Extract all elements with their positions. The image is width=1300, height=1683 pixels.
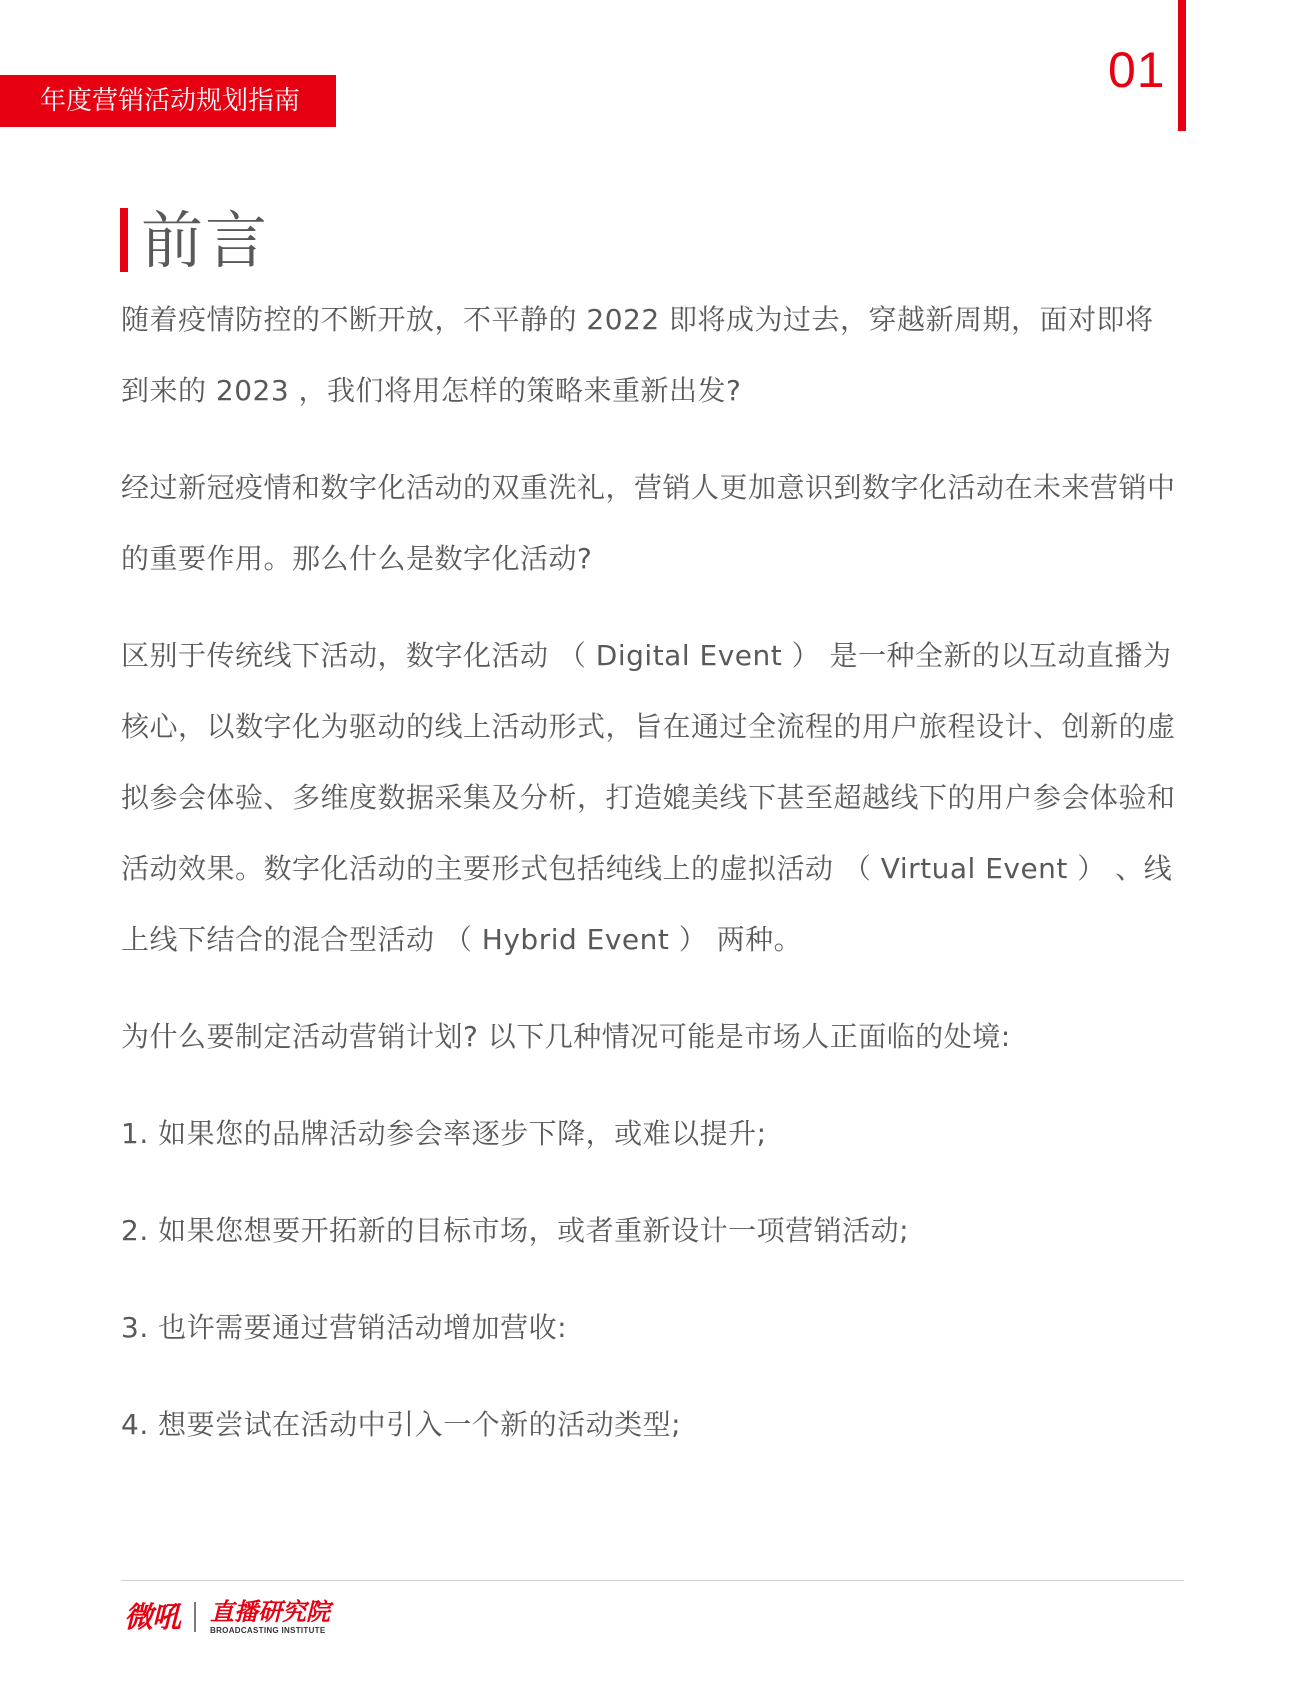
- list-item-3: 3. 也许需要通过营销活动增加营收:: [121, 1311, 568, 1344]
- paragraph-why-plan: 为什么要制定活动营销计划? 以下几种情况可能是市场人正面临的处境:: [121, 1020, 1011, 1053]
- logo-institute: [210, 1597, 331, 1635]
- footer-divider: [121, 1580, 1184, 1581]
- logo-weidu: 微吼: [124, 1600, 181, 1634]
- header-band: [0, 75, 336, 127]
- list-item-2: 2. 如果您想要开拓新的目标市场，或者重新设计一项营销活动;: [121, 1214, 910, 1247]
- footer-logo: [124, 1597, 330, 1637]
- page-number: 01: [1108, 42, 1166, 98]
- section-title: 前言: [141, 204, 270, 277]
- page-number-accent-bar: [1178, 0, 1186, 131]
- list-item-1: 1. 如果您的品牌活动参会率逐步下降，或难以提升;: [121, 1117, 767, 1150]
- section-title-accent-bar: [120, 208, 128, 272]
- paragraph-intro: 随着疫情防控的不断开放，不平静的 2022 即将成为过去，穿越新周期，面对即将到来的 2023 ，我们将用怎样的策略来重新出发?: [121, 303, 1154, 407]
- header-band-label: 年度营销活动规划指南: [40, 86, 301, 116]
- paragraph-digital-importance: 经过新冠疫情和数字化活动的双重洗礼，营销人更加意识到数字化活动在未来营销中的重要作用。那么什么是数字化活动?: [121, 471, 1176, 575]
- paragraph-digital-event-definition: 区别于传统线下活动，数字化活动 （ Digital Event ） 是一种全新的以互动直播为核心，以数字化为驱动的线上活动形式，旨在通过全流程的用户旅程设计、创新的虚拟参会体验、多维度数据采集及分析，打造媲美线下甚至超越线下的用户参会体验和活动效果。数字化活动的主要形式包括纯线上的虚拟活动 （ Virtual Event ） 、线上线下结合的混合型活动 （ Hybrid Event ） 两种。: [121, 639, 1176, 956]
- list-item-4: 4. 想要尝试在活动中引入一个新的活动类型;: [121, 1408, 682, 1441]
- body-text: [121, 284, 1181, 1460]
- logo-divider: [194, 1602, 196, 1632]
- logo-institute-cn: 直播研究院: [210, 1597, 331, 1626]
- logo-institute-en: BROADCASTING INSTITUTE: [210, 1625, 326, 1635]
